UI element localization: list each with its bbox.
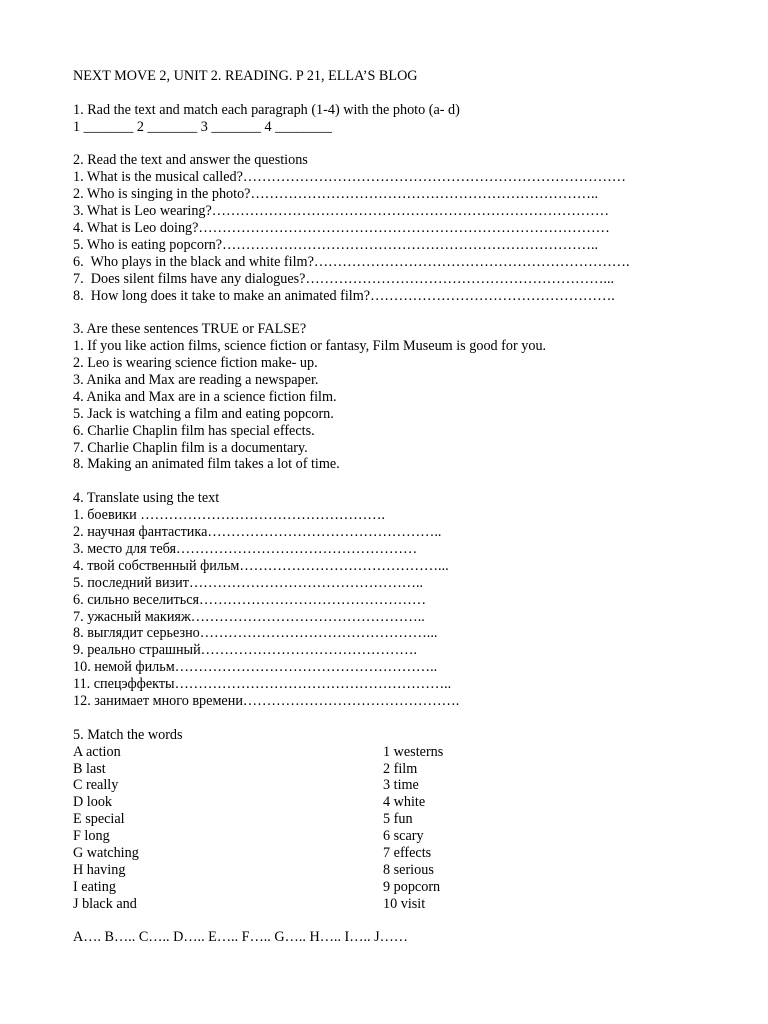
match-right-word: 8 serious [383,861,434,878]
task1-blanks: 1 _______ 2 _______ 3 _______ 4 ________ [73,118,332,135]
match-left-word: C really [73,777,119,794]
worksheet [73,68,713,946]
match-left-word: J black and [73,895,137,912]
match-table [73,744,713,913]
task4-item: 5. последний визит………………………………………….. [73,574,424,591]
match-right-word: 3 time [383,777,419,794]
task4-item: 9. реально страшный………………………………………. [73,642,418,659]
task2-question: 4. What is Leo doing?…………………………………………………………………………… [73,220,610,237]
task4-item: 7. ужасный макияж………………………………………….. [73,608,425,625]
spacer [73,913,713,930]
spacer [73,304,713,321]
task3-statement: 4. Anika and Max are in a science fiction film. [73,388,337,405]
match-left-word: F long [73,828,110,845]
task2-question: 2. Who is singing in the photo?……………………………………………………………….. [73,186,599,203]
match-row [73,777,713,794]
match-row [73,761,713,778]
task2-question: 6. Who plays in the black and white film?…………………………………………………………. [73,253,630,270]
spacer [73,710,713,727]
match-left-word: H having [73,861,126,878]
task4-item: 3. место для тебя…………………………………………… [73,540,418,557]
match-right-word: 7 effects [383,844,432,861]
match-row [73,862,713,879]
match-row [73,811,713,828]
task3-instruction: 3. Are these sentences TRUE or FALSE? [73,321,307,338]
match-left-word: D look [73,794,113,811]
task2-question: 7. Does silent films have any dialogues?………………………………………………………... [73,270,615,287]
match-left-word: I eating [73,878,116,895]
match-right-word: 5 fun [383,811,413,828]
match-right-word: 4 white [383,794,426,811]
match-row [73,879,713,896]
match-right-word: 1 westerns [383,743,444,760]
task4-item: 8. выглядит серьезно…………………………………………... [73,625,438,642]
match-left-word: B last [73,760,106,777]
task2-instruction: 2. Read the text and answer the questions [73,152,308,169]
task4-item: 10. немой фильм……………………………………………….. [73,659,438,676]
match-left-word: A action [73,743,121,760]
spacer [73,85,713,102]
task2-question: 1. What is the musical called?……………………………………………………………………… [73,169,626,186]
match-right-word: 6 scary [383,828,424,845]
task2-question: 8. How long does it take to make an animated film?……………………………………………. [73,287,615,304]
page-title: NEXT MOVE 2, UNIT 2. READING. P 21, ELLA’S BLOG [73,68,418,84]
match-left-word: G watching [73,844,139,861]
task5-instruction: 5. Match the words [73,726,183,743]
task4-item: 1. боевики ……………………………………………. [73,507,386,524]
task1-instruction: 1. Rad the text and match each paragraph (1-4) with the photo (a- d) [73,101,460,118]
match-left-word: E special [73,811,125,828]
match-row [73,744,713,761]
match-row [73,828,713,845]
task3-statement: 8. Making an animated film takes a lot of time. [73,456,340,473]
match-row [73,896,713,913]
task4-item: 6. сильно веселиться………………………………………… [73,591,427,608]
spacer [73,136,713,153]
task3-statement: 2. Leo is wearing science fiction make- up. [73,355,318,372]
task2-question: 5. Who is eating popcorn?…………………………………………………………………….. [73,236,599,253]
task4-item: 11. спецэффекты………………………………………………….. [73,676,452,693]
task3-statement: 1. If you like action films, science fiction or fantasy, Film Museum is good for you. [73,338,547,355]
task5-answer-line: A…. B….. C….. D….. E….. F….. G….. H….. I….. J…… [73,929,408,946]
task3-statement: 6. Charlie Chaplin film has special effects. [73,422,315,439]
task4-item: 2. научная фантастика………………………………………….. [73,524,442,541]
spacer [73,473,713,490]
match-row [73,845,713,862]
match-right-word: 2 film [383,760,418,777]
task3-statement: 3. Anika and Max are reading a newspaper. [73,372,319,389]
task3-statement: 7. Charlie Chaplin film is a documentary. [73,439,308,456]
match-row [73,794,713,811]
match-right-word: 9 popcorn [383,878,441,895]
task3-statement: 5. Jack is watching a film and eating popcorn. [73,405,334,422]
task4-item: 4. твой собственный фильм……………………………………... [73,557,449,574]
task4-instruction: 4. Translate using the text [73,490,220,507]
task2-question: 3. What is Leo wearing?………………………………………………………………………… [73,203,610,220]
match-right-word: 10 visit [383,895,426,912]
task4-item: 12. занимает много времени………………………………………. [73,692,460,709]
